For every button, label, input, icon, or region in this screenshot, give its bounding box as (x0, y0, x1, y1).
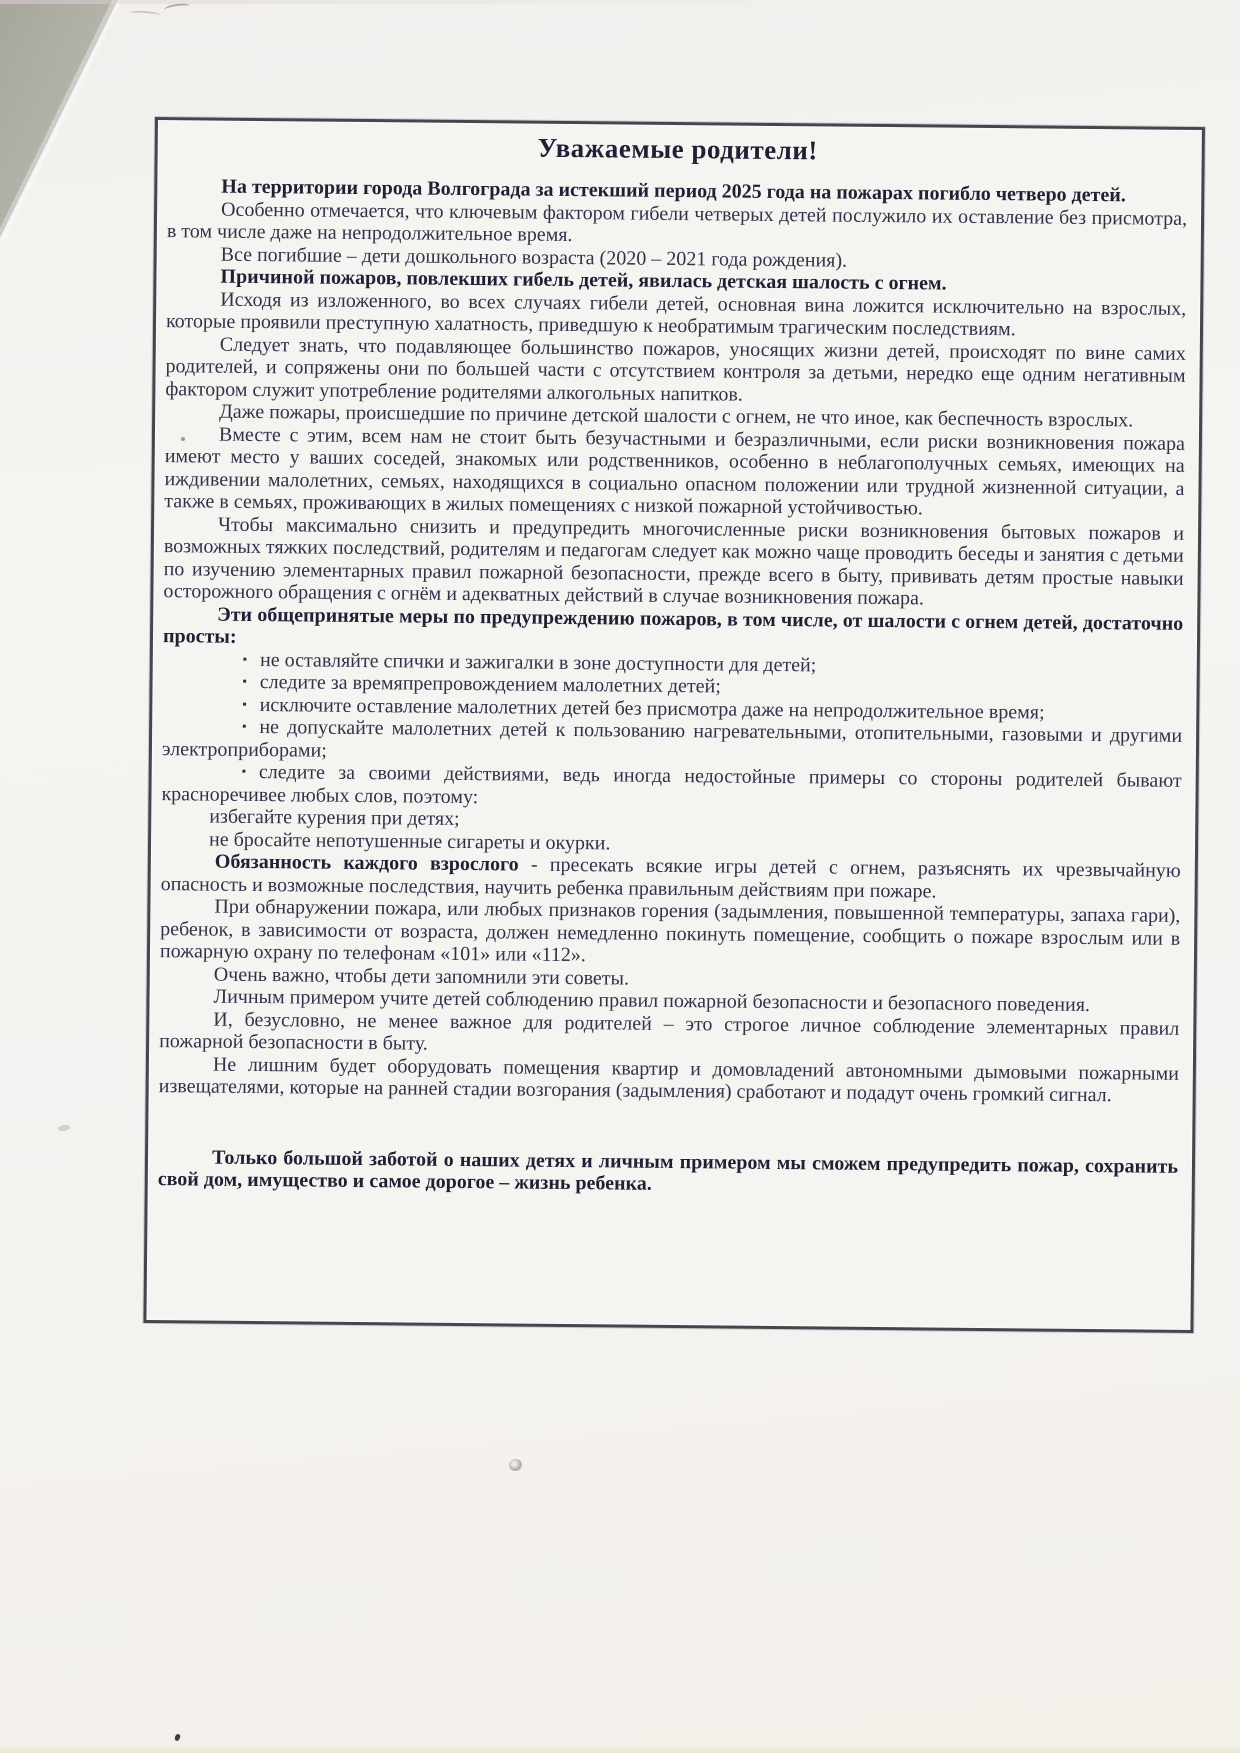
paragraph: Не лишним будет оборудовать помещения квартир и домовладений автономными дымовыми пожарными извещателями, которые на ранней стадии возгорания (задымления) сработают и подадут очень громкий сигнал. (158, 1053, 1179, 1107)
paragraph: Все погибшие – дети дошкольного возраста (2020 – 2021 года рождения). (220, 243, 848, 272)
paragraph: Следует знать, что подавляющее большинство пожаров, уносящих жизни детей, происходят по вине самих родителей, и сопряжены они по большей части с отсутствием контроля за детьми, нередко еще одним негативным фактором служит употребление родителями алкогольных напитков. (165, 333, 1186, 406)
paragraph: Исходя из изложенного, во всех случаях гибели детей, основная вина ложится исключительно на взрослых, которые проявили преступную халатность, приведшую к необратимым трагическим последствиям. (165, 288, 1187, 341)
paragraph: Личным примером учите детей соблюдению правил пожарной безопасности и безопасного поведения. (213, 985, 1091, 1017)
square-bullet-icon: ▪ (241, 763, 247, 778)
scan-corner-artifact (0, 0, 150, 260)
square-bullet-icon: ▪ (242, 651, 248, 666)
paragraph: Чтобы максимально снизить и предупредить многочисленные риски возникновения бытовых пожаров и возможных тяжких последствий, родителям и педагогам следует как можно чаще проводить беседы и занятия с детьми по изучению элементарных правил пожарной безопасности, прежде всего в быту, прививать детям простые навыки осторожного обращения с огнём и адекватных действий в случае возникновения пожара. (163, 513, 1185, 610)
sub-item: не бросайте непотушенные сигареты и окурки. (208, 828, 611, 854)
square-bullet-icon: ▪ (242, 673, 247, 688)
paragraph: Эти общепринятые меры по предупреждению пожаров, в том числе, от шалости с огнем детей, достаточно просты: (162, 603, 1184, 648)
pencil-squiggle-artifact (128, 2, 200, 17)
paragraph-lead: Обязанность каждого взрослого (214, 850, 519, 876)
paragraph: И, безусловно, не менее важное для родителей – это строгое личное соблюдение элементарных правил пожарной безопасности в быту. (159, 1008, 1180, 1055)
ink-dot-artifact (181, 437, 185, 441)
scan-spot-artifact (509, 1459, 522, 1471)
document-body (158, 175, 1188, 1200)
square-bullet-icon: ▪ (242, 696, 247, 711)
margin-smudge-artifact (58, 1124, 71, 1132)
paragraph: Особенно отмечается, что ключевым фактором гибели четверых детей послужило их оставление без присмотра, в том числе даже на непродолжительное время. (166, 198, 1188, 247)
paragraph: Обязанность каждого взрослого - пресекать всякие игры детей с огнем, разъяснять их чрезвычайную опасность и возможные последствия, научить ребенка правильным действиям при пожаре. (160, 850, 1181, 903)
square-bullet-icon: ▪ (242, 718, 247, 733)
bullet-item: ▪ следите за своими действиями, ведь иногда недостойные примеры со стороны родителей бывают красноречивее любых слов, поэтому: (161, 761, 1182, 808)
bullet-item: ▪ не допускайте малолетних детей к пользованию нагревательными, отопительными, газовыми и другими электроприборами; (161, 716, 1183, 762)
paragraph: Вместе с этим, всем нам не стоит быть безучастными и безразличными, если риски возникновения пожара имеют место у ваших соседей, знакомых или родственников, особенно в неблагополучных семьях, имеющих на иждивении малолетних, семьях, находящихся в социально опасном положении или трудной жизненной ситуации, а также в семьях, проживающих в жилых помещениях с низкой пожарной устойчивостью. (164, 423, 1186, 520)
paragraph: На территории города Волгограда за истекший период 2025 года на пожарах погибло четверо детей. (221, 175, 1126, 207)
bullet-item: ▪ следите за времяпрепровождением малолетних детей; (162, 670, 1182, 702)
paragraph: При обнаружении пожара, или любых признаков горения (задымления, повышенной температуры, запаха гари), ребенок, в зависимости от возраста, должен немедленно покинуть помещение, сообщить о пожаре взрослым или в пожарную охрану по телефонам «101» или «112». (159, 895, 1181, 967)
document-border-box (143, 117, 1205, 1333)
ink-speck-artifact (174, 1733, 181, 1741)
paragraph: Даже пожары, происшедшие по причине детской шалости с огнем, не что иное, как беспечность взрослых. (219, 400, 1134, 432)
scan-bottom-edge (0, 1746, 1240, 1753)
paragraph: Только большой заботой о наших детях и личным примером мы сможем предупредить пожар, сохранить свой дом, имущество и самое дорогое – жизнь ребенка. (157, 1146, 1179, 1195)
bullet-item: ▪ не оставляйте спички и зажигалки в зоне доступности для детей; (163, 648, 1183, 680)
paragraph: Очень важно, чтобы дети запомнили эти советы. (213, 963, 630, 990)
sub-item: избегайте курения при детях; (209, 805, 460, 830)
document-title: Уважаемые родители! (537, 132, 819, 166)
bullet-item: ▪ исключите оставление малолетних детей без присмотра даже на непродолжительное время; (162, 693, 1182, 725)
paragraph: Причиной пожаров, повлекших гибель детей, явилась детская шалость с огнем. (220, 265, 947, 295)
